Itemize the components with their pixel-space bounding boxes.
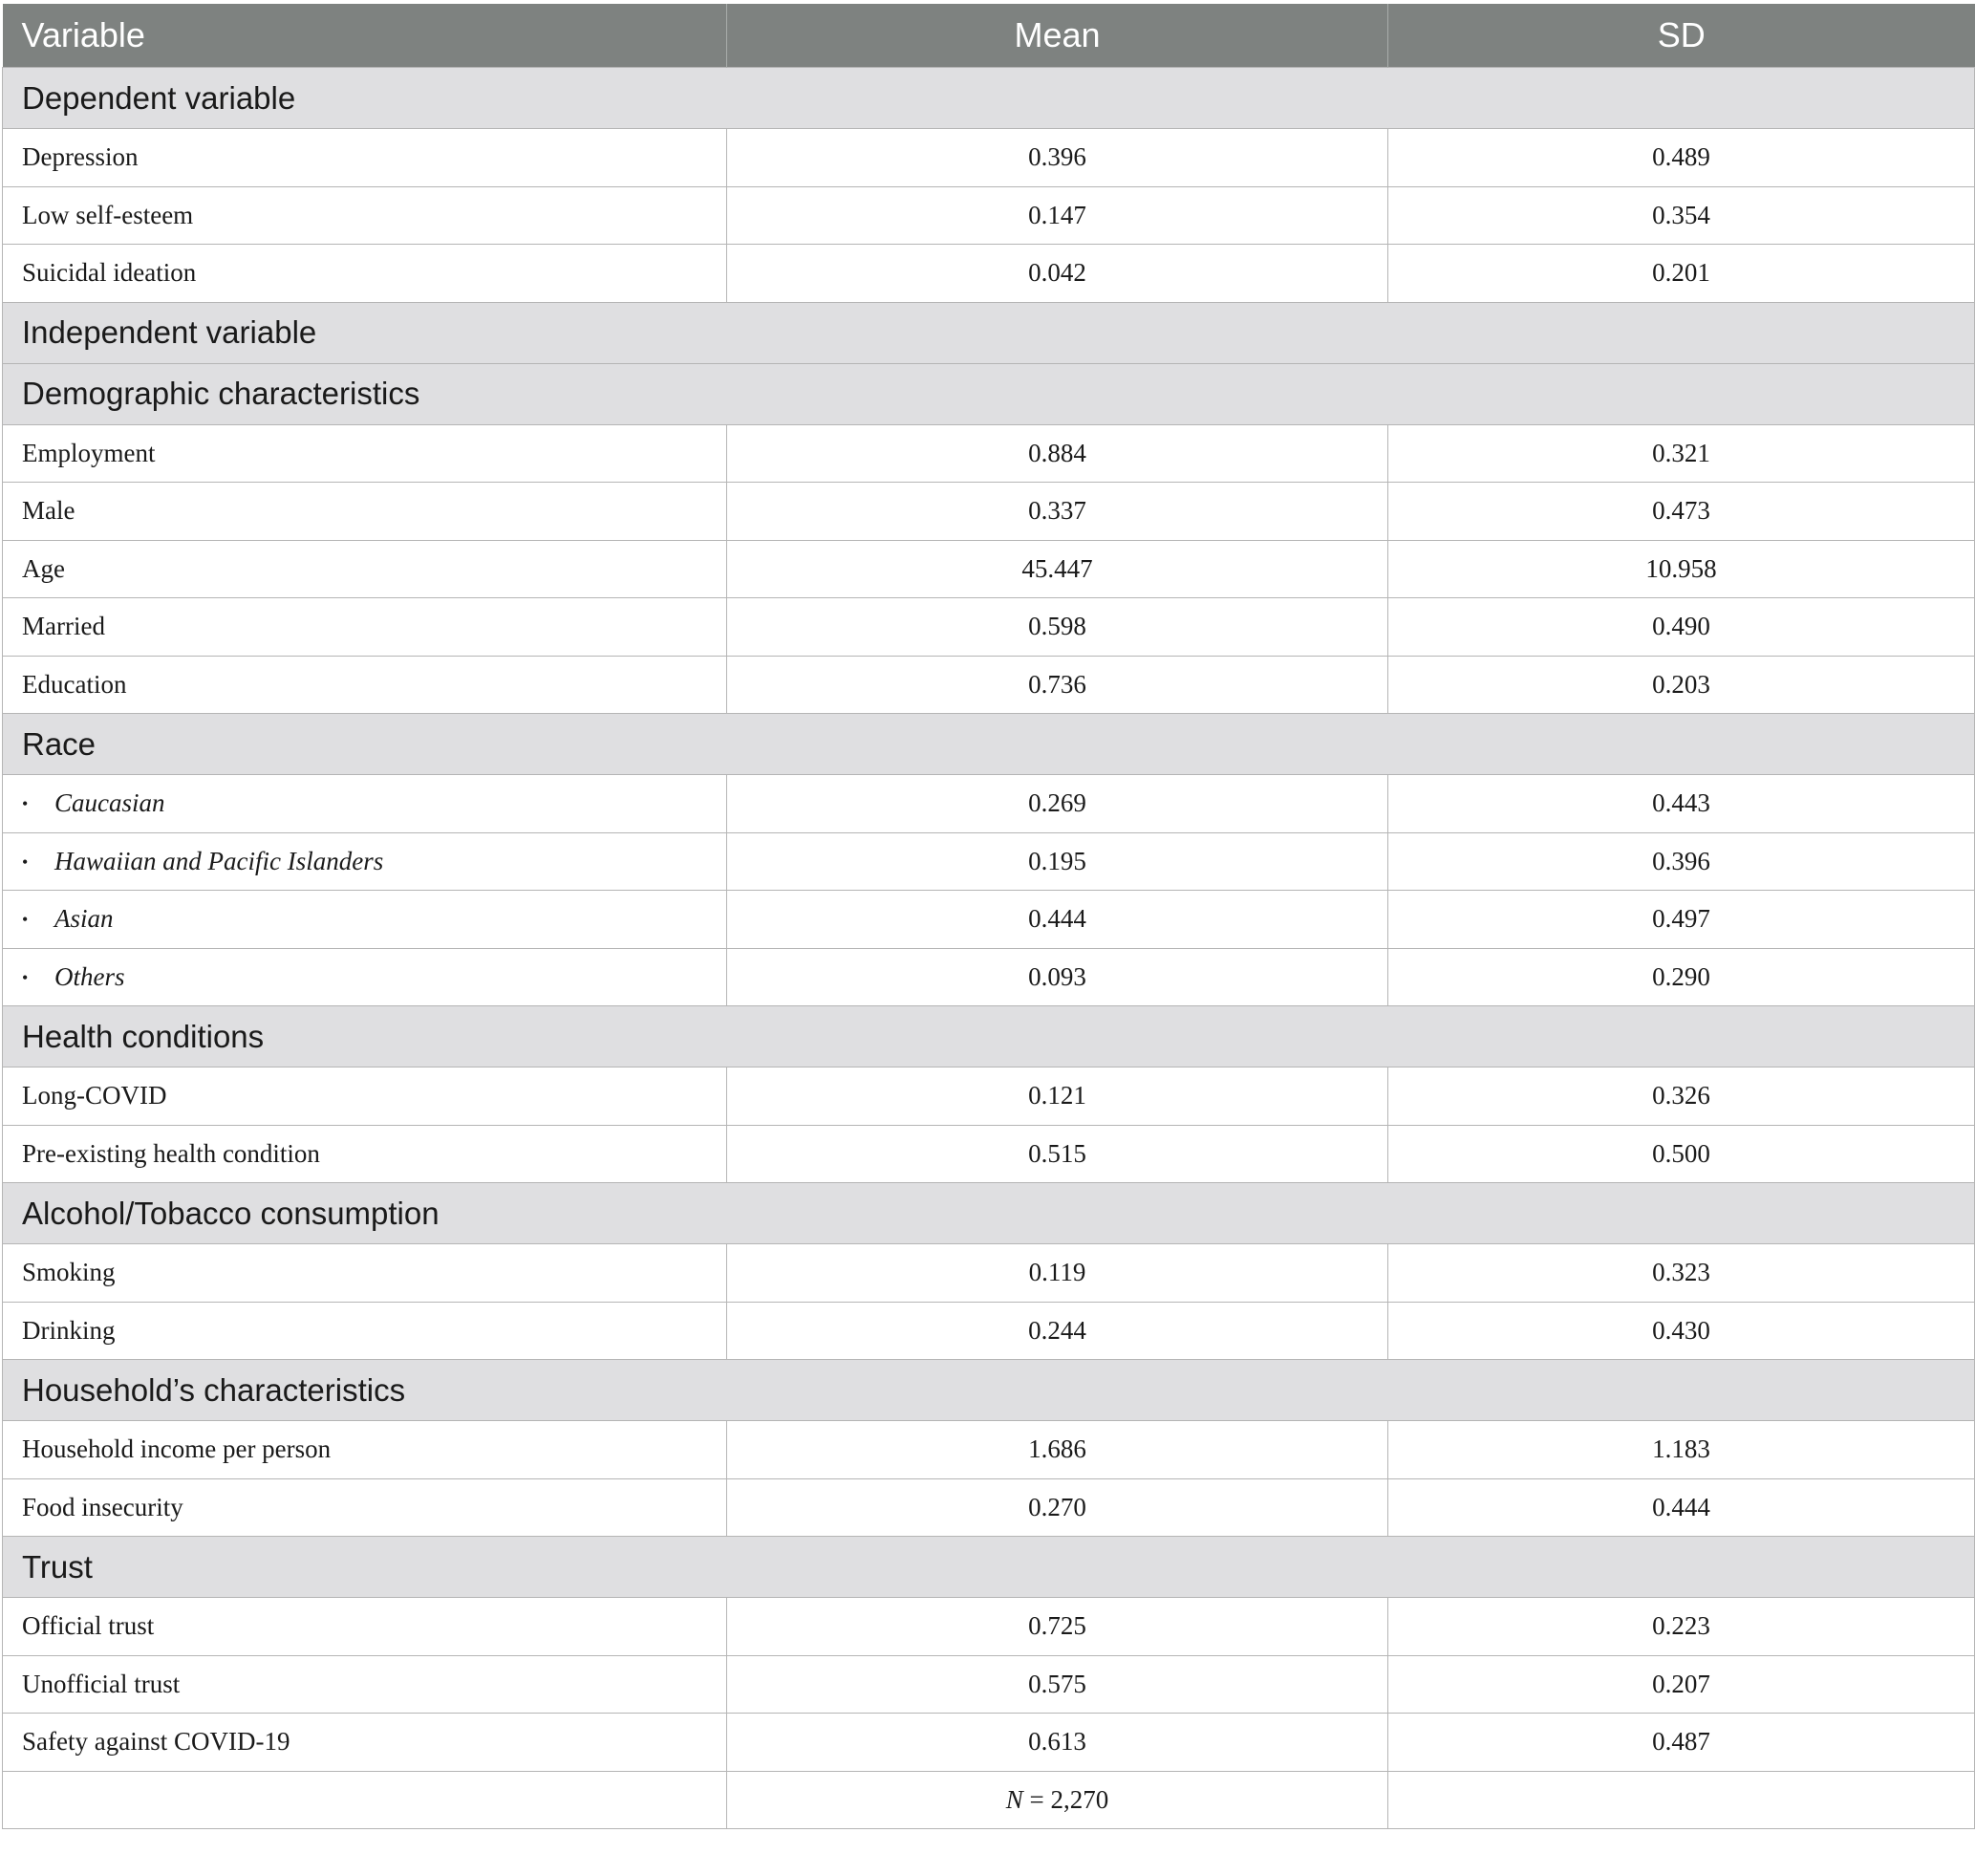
table-row xyxy=(3,1302,1975,1360)
mean-value: 0.613 xyxy=(727,1714,1388,1772)
sd-value: 0.203 xyxy=(1388,656,1975,714)
mean-value: 0.042 xyxy=(727,245,1388,303)
table-row xyxy=(3,424,1975,483)
table-row xyxy=(3,186,1975,245)
row-label: Suicidal ideation xyxy=(22,258,197,288)
row-label: Age xyxy=(22,553,65,583)
table-row xyxy=(3,1714,1975,1772)
section-title: Trust xyxy=(3,1537,1975,1598)
section-title: Health conditions xyxy=(3,1006,1975,1067)
table-row xyxy=(3,245,1975,303)
table-row xyxy=(3,775,1975,833)
section-title: Demographic characteristics xyxy=(3,363,1975,424)
mean-value: 0.337 xyxy=(727,483,1388,541)
section-header-row xyxy=(3,68,1975,129)
row-label-cell xyxy=(3,1244,727,1303)
row-label: Official trust xyxy=(22,1611,155,1641)
table-body xyxy=(3,68,1975,1829)
table-row xyxy=(3,1067,1975,1126)
column-header-mean: Mean xyxy=(727,4,1388,68)
bullet-icon: • xyxy=(22,967,29,987)
mean-value: 0.598 xyxy=(727,598,1388,657)
sd-value: 0.321 xyxy=(1388,424,1975,483)
sd-value: 10.958 xyxy=(1388,540,1975,598)
section-title: Alcohol/Tobacco consumption xyxy=(3,1183,1975,1244)
mean-value: 0.195 xyxy=(727,832,1388,891)
sd-value: 0.473 xyxy=(1388,483,1975,541)
row-label-cell xyxy=(3,1302,727,1360)
bullet-icon: • xyxy=(22,852,29,872)
row-label: Married xyxy=(22,612,105,641)
row-label-cell xyxy=(3,1655,727,1714)
section-title: Race xyxy=(3,714,1975,775)
sd-value: 0.326 xyxy=(1388,1067,1975,1126)
mean-value: 0.119 xyxy=(727,1244,1388,1303)
table-row xyxy=(3,1655,1975,1714)
row-label: Smoking xyxy=(22,1258,116,1287)
table-row xyxy=(3,483,1975,541)
mean-value: 0.244 xyxy=(727,1302,1388,1360)
mean-value: 0.147 xyxy=(727,186,1388,245)
sd-value: 0.207 xyxy=(1388,1655,1975,1714)
column-header-variable: Variable xyxy=(3,4,727,68)
table-header-row xyxy=(3,4,1975,68)
sd-value: 1.183 xyxy=(1388,1421,1975,1479)
section-header-row xyxy=(3,1006,1975,1067)
row-label-cell xyxy=(3,775,727,833)
mean-value: 0.884 xyxy=(727,424,1388,483)
sd-value: 0.323 xyxy=(1388,1244,1975,1303)
n-symbol: N xyxy=(1005,1784,1023,1814)
table-row xyxy=(3,656,1975,714)
table-row xyxy=(3,1598,1975,1656)
row-label-cell xyxy=(3,1421,727,1479)
mean-value: 0.396 xyxy=(727,129,1388,187)
sd-value: 0.290 xyxy=(1388,948,1975,1006)
mean-value: 45.447 xyxy=(727,540,1388,598)
sd-value: 0.396 xyxy=(1388,832,1975,891)
row-label-cell xyxy=(3,129,727,187)
sd-value: 0.201 xyxy=(1388,245,1975,303)
sd-value: 0.489 xyxy=(1388,129,1975,187)
row-label-cell xyxy=(3,1478,727,1537)
mean-value: 0.444 xyxy=(727,891,1388,949)
table-row xyxy=(3,832,1975,891)
row-label: Unofficial trust xyxy=(22,1669,181,1698)
row-label-cell xyxy=(3,1067,727,1126)
row-label-cell xyxy=(3,186,727,245)
table-row xyxy=(3,1478,1975,1537)
table-row xyxy=(3,129,1975,187)
section-title: Dependent variable xyxy=(3,68,1975,129)
bullet-icon: • xyxy=(22,910,29,930)
sd-value: 0.487 xyxy=(1388,1714,1975,1772)
mean-value: 0.121 xyxy=(727,1067,1388,1126)
sd-value: 0.354 xyxy=(1388,186,1975,245)
section-header-row xyxy=(3,714,1975,775)
table-row xyxy=(3,1244,1975,1303)
mean-value: 0.269 xyxy=(727,775,1388,833)
row-label: Caucasian xyxy=(54,788,165,818)
empty-cell xyxy=(1388,1771,1975,1829)
mean-value: 1.686 xyxy=(727,1421,1388,1479)
sd-value: 0.443 xyxy=(1388,775,1975,833)
row-label: Safety against COVID-19 xyxy=(22,1727,290,1757)
mean-value: 0.736 xyxy=(727,656,1388,714)
sd-value: 0.500 xyxy=(1388,1125,1975,1183)
mean-value: 0.270 xyxy=(727,1478,1388,1537)
table-row xyxy=(3,540,1975,598)
row-label-cell xyxy=(3,891,727,949)
row-label: Employment xyxy=(22,438,156,467)
table-row xyxy=(3,1421,1975,1479)
row-label: Pre-existing health condition xyxy=(22,1138,320,1168)
section-header-row xyxy=(3,302,1975,363)
descriptive-statistics-table xyxy=(2,4,1975,1829)
row-label: Education xyxy=(22,669,127,699)
row-label-cell xyxy=(3,540,727,598)
sample-size-cell xyxy=(727,1771,1388,1829)
sd-value: 0.430 xyxy=(1388,1302,1975,1360)
table-row xyxy=(3,598,1975,657)
row-label: Long-COVID xyxy=(22,1081,167,1111)
row-label-cell xyxy=(3,948,727,1006)
row-label: Household income per person xyxy=(22,1434,332,1464)
row-label-cell xyxy=(3,656,727,714)
table-row xyxy=(3,1125,1975,1183)
section-header-row xyxy=(3,1537,1975,1598)
n-value: = 2,270 xyxy=(1022,1784,1109,1814)
mean-value: 0.725 xyxy=(727,1598,1388,1656)
section-header-row xyxy=(3,363,1975,424)
row-label: Asian xyxy=(54,904,114,934)
row-label-cell xyxy=(3,1125,727,1183)
table-row xyxy=(3,948,1975,1006)
empty-cell xyxy=(3,1771,727,1829)
section-title: Household’s characteristics xyxy=(3,1360,1975,1421)
row-label-cell xyxy=(3,245,727,303)
row-label-cell xyxy=(3,832,727,891)
sd-value: 0.490 xyxy=(1388,598,1975,657)
section-header-row xyxy=(3,1360,1975,1421)
row-label: Others xyxy=(54,961,125,991)
mean-value: 0.515 xyxy=(727,1125,1388,1183)
row-label: Drinking xyxy=(22,1315,116,1345)
bullet-icon: • xyxy=(22,794,29,814)
column-header-sd: SD xyxy=(1388,4,1975,68)
table-row xyxy=(3,891,1975,949)
sd-value: 0.223 xyxy=(1388,1598,1975,1656)
sd-value: 0.444 xyxy=(1388,1478,1975,1537)
row-label: Hawaiian and Pacific Islanders xyxy=(54,846,384,875)
section-title: Independent variable xyxy=(3,302,1975,363)
sd-value: 0.497 xyxy=(1388,891,1975,949)
row-label-cell xyxy=(3,1714,727,1772)
sample-size-row xyxy=(3,1771,1975,1829)
row-label: Food insecurity xyxy=(22,1492,183,1521)
row-label-cell xyxy=(3,483,727,541)
row-label-cell xyxy=(3,424,727,483)
row-label: Depression xyxy=(22,142,139,172)
row-label: Male xyxy=(22,496,75,526)
row-label: Low self-esteem xyxy=(22,200,194,229)
mean-value: 0.575 xyxy=(727,1655,1388,1714)
row-label-cell xyxy=(3,598,727,657)
section-header-row xyxy=(3,1183,1975,1244)
row-label-cell xyxy=(3,1598,727,1656)
mean-value: 0.093 xyxy=(727,948,1388,1006)
